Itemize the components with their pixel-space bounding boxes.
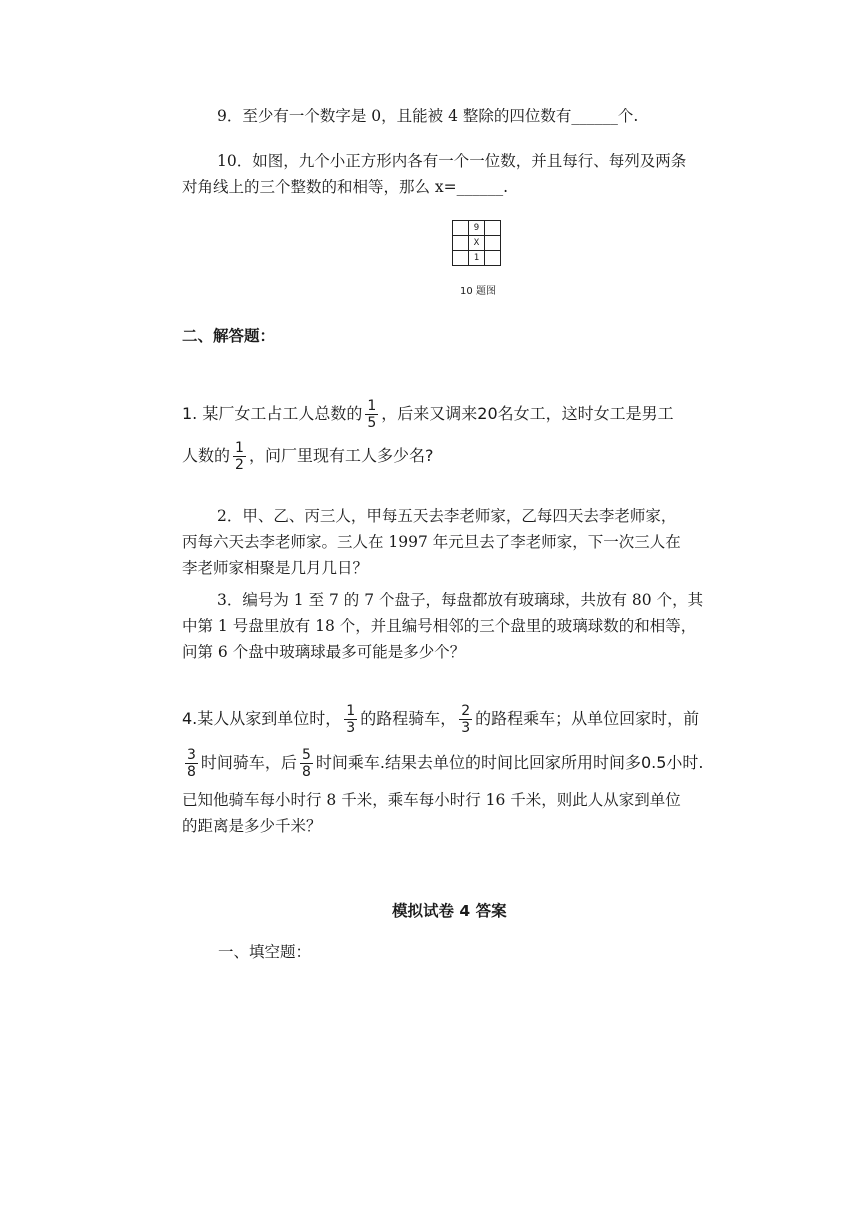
- grid-cell: 9: [469, 221, 485, 236]
- grid-cell: [485, 221, 501, 236]
- fraction: $\frac{5}{8}$: [301, 747, 311, 780]
- section-2-title: 二、解答题：: [182, 327, 276, 345]
- grid-cell: 1: [469, 251, 485, 266]
- grid-cell: [453, 236, 469, 251]
- magic-square-grid: [452, 220, 501, 266]
- problem-1-text-c: 人数的: [182, 446, 231, 465]
- question-10-line-2: 对角线上的三个整数的和相等，那么 x=______.: [182, 178, 509, 196]
- grid-cell: [485, 236, 501, 251]
- problem-3-line-2: 中第 1 号盘里放有 18 个，并且编号相邻的三个盘里的玻璃球数的和相等，: [182, 617, 697, 635]
- figure-caption: 10 题图: [460, 286, 496, 297]
- grid-cell: X: [469, 236, 485, 251]
- fraction: $\frac{3}{8}$: [187, 747, 196, 780]
- answers-section-1-title: 一、填空题：: [218, 943, 312, 961]
- fraction: $\frac{1}{2}$: [235, 440, 244, 473]
- problem-4-text-e: 时间乘车.结果去单位的时间比回家所用时间多0.5小时.: [315, 753, 704, 772]
- grid-cell: [453, 221, 469, 236]
- problem-2-line-3: 李老师家相聚是几月几日？: [182, 559, 369, 577]
- grid-cell: [485, 251, 501, 266]
- problem-3-line-1: 3．编号为 1 至 7 的 7 个盘子，每盘都放有玻璃球，共放有 80 个，其: [217, 591, 704, 609]
- problem-1-text-b: ，后来又调来20名女工，这时女工是男工: [381, 404, 674, 423]
- answers-title: 模拟试卷 4 答案: [392, 902, 507, 920]
- fraction: $\frac{1}{5}$: [367, 398, 377, 431]
- problem-4-line-4: 的距离是多少千米？: [182, 817, 322, 835]
- problem-4-text-d: 时间骑车，后: [200, 753, 297, 772]
- problem-4-text-c: 的路程乘车；从单位回家时，前: [475, 709, 700, 728]
- problem-4-line-1: [182, 702, 699, 736]
- problem-1-line-2: [182, 440, 433, 473]
- fraction: $\frac{2}{3}$: [461, 703, 471, 736]
- problem-4-line-3: 已知他骑车每小时行 8 千米，乘车每小时行 16 千米，则此人从家到单位: [182, 791, 681, 809]
- problem-1-line-1: [182, 398, 674, 431]
- question-10-line-1: 10．如图，九个小正方形内各有一个一位数，并且每行、每列及两条: [217, 152, 687, 170]
- question-9: 9．至少有一个数字是 0，且能被 4 整除的四位数有______个.: [217, 107, 639, 125]
- grid-cell: [453, 251, 469, 266]
- problem-4-line-2: [182, 746, 703, 780]
- problem-2-line-2: 丙每六天去李老师家。三人在 1997 年元旦去了李老师家，下一次三人在: [182, 533, 681, 551]
- problem-4-text-a: 4.某人从家到单位时，: [182, 709, 342, 728]
- problem-2-line-1: 2．甲、乙、丙三人，甲每五天去李老师家，乙每四天去李老师家，: [217, 507, 677, 525]
- fraction: $\frac{1}{3}$: [346, 703, 356, 736]
- problem-1-text-d: ，问厂里现有工人多少名?: [248, 446, 434, 465]
- problem-3-line-3: 问第 6 个盘中玻璃球最多可能是多少个？: [182, 643, 466, 661]
- problem-4-text-b: 的路程骑车，: [360, 709, 457, 728]
- problem-1-text-a: 1. 某厂女工占工人总数的: [182, 404, 363, 423]
